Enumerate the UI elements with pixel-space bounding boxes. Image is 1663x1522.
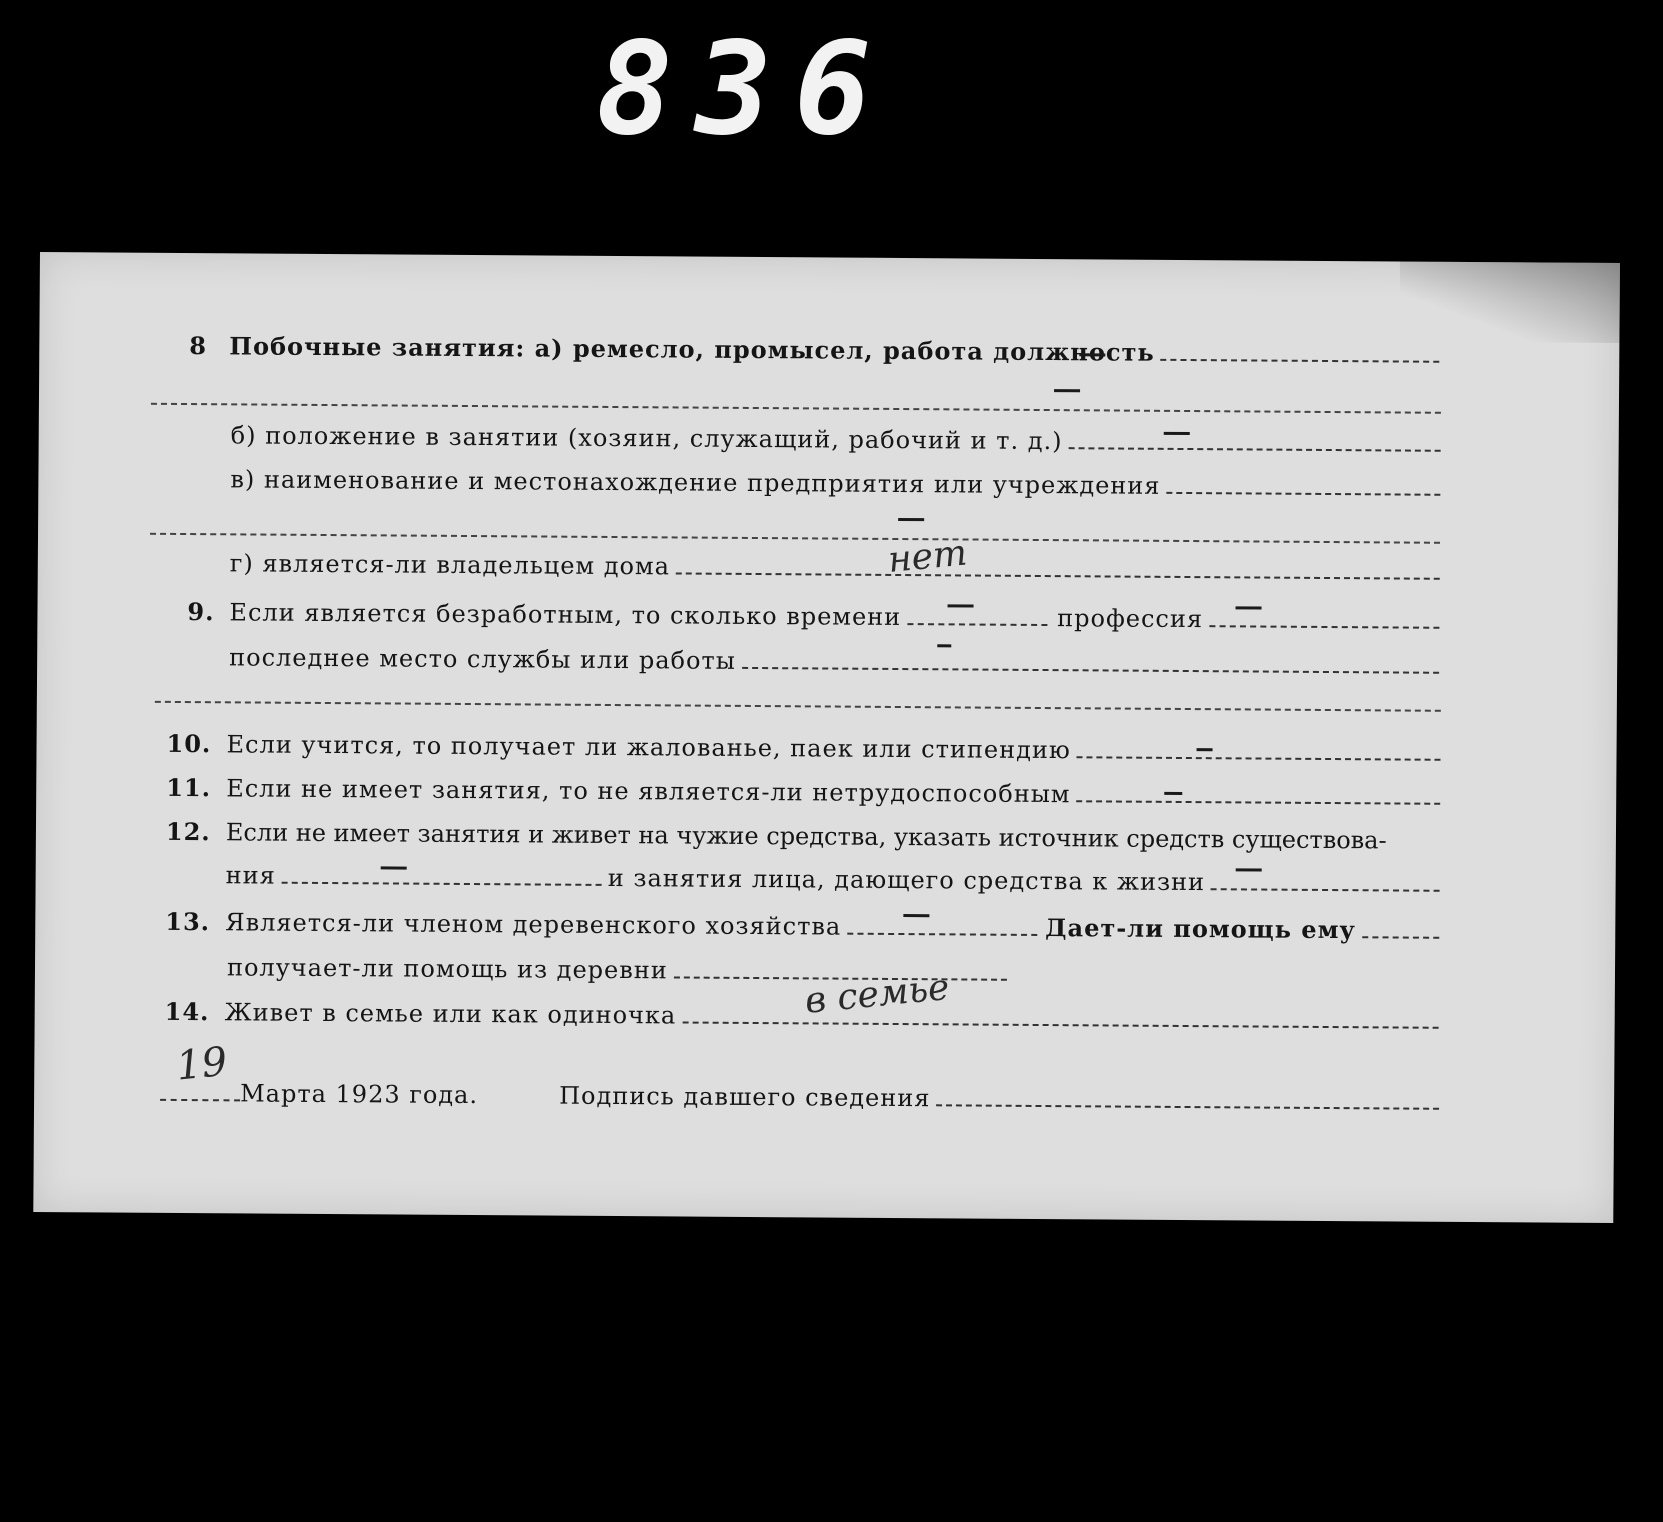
signature-label: Подпись давшего сведения — [559, 1081, 931, 1113]
dash-answer — [1079, 353, 1105, 356]
item-text: в) наименование и местонахождение предприятия или учреждения — [230, 465, 1161, 500]
item-text: г) является-ли владельцем дома — [229, 549, 671, 581]
item-text: Живет в семье или как одиночка — [224, 998, 677, 1030]
answer-line[interactable] — [1077, 756, 1441, 761]
item-text: Побочные занятия: а) ремесло, промысел, работа должность — [229, 331, 1155, 367]
item-14 — [165, 997, 1439, 1035]
item-number: 8 — [189, 331, 208, 361]
item-8b — [231, 421, 1441, 457]
item-10 — [166, 729, 1440, 767]
item-number: 12. — [165, 816, 211, 847]
dash-answer — [948, 604, 974, 607]
dash-answer — [1197, 748, 1213, 751]
dash-answer — [1164, 792, 1182, 795]
handwritten-answer: в семье — [803, 966, 952, 1022]
item-text: б) положение в занятии (хозяин, служащий, рабочий и т. д.) — [230, 421, 1063, 456]
answer-line[interactable] — [1211, 888, 1440, 892]
item-9 — [187, 597, 1439, 635]
answer-line[interactable] — [742, 667, 1439, 674]
item-11 — [166, 773, 1440, 811]
answer-line[interactable] — [1161, 359, 1440, 363]
item-text-2: и занятия лица, дающего средства к жизни — [607, 863, 1206, 897]
answer-line[interactable] — [1209, 625, 1439, 629]
answer-line[interactable] — [282, 882, 602, 886]
answer-line[interactable] — [676, 572, 1440, 579]
answer-line[interactable] — [682, 1022, 1438, 1029]
dash-answer — [381, 866, 407, 869]
item-12-cont — [226, 861, 1440, 897]
item-text: Если не имеет занятия, то не является-ли нетрудоспособным — [226, 774, 1071, 809]
dash-answer — [1236, 868, 1262, 871]
handwritten-answer: нет — [886, 532, 969, 581]
answer-line[interactable] — [1362, 936, 1439, 939]
item-8v — [230, 465, 1440, 501]
item-13 — [165, 907, 1439, 945]
dash-answer — [898, 518, 924, 521]
item-12 — [166, 817, 1440, 855]
item-number: 11. — [166, 772, 212, 803]
signature-line[interactable] — [936, 1104, 1439, 1110]
dash-answer — [1054, 389, 1080, 392]
census-form-card — [33, 252, 1620, 1223]
item-number: 13. — [165, 906, 211, 937]
dash-answer — [1164, 432, 1190, 435]
blank-rule — [150, 533, 1440, 544]
item-number: 14. — [164, 996, 210, 1027]
item-text: Если учится, то получает ли жалованье, паек или стипендию — [226, 730, 1071, 765]
dash-answer — [1236, 606, 1262, 609]
dash-answer — [903, 914, 929, 917]
item-text-2: профессия — [1057, 604, 1204, 634]
answer-line[interactable] — [1166, 492, 1440, 496]
item-text: Является-ли членом деревенского хозяйства — [225, 908, 842, 941]
item-8g — [230, 549, 1440, 585]
day-line[interactable] — [160, 1099, 240, 1102]
blank-rule — [155, 701, 1441, 712]
answer-line[interactable] — [847, 933, 1037, 936]
item-text: Если не имеет занятия и живет на чужие средства, указать источник средств существова- — [225, 818, 1387, 855]
item-text: последнее место службы или работы — [229, 643, 736, 675]
item-8a — [189, 331, 1439, 369]
handwritten-day: 19 — [174, 1038, 230, 1090]
dash-answer — [937, 644, 951, 647]
answer-line[interactable] — [1068, 447, 1440, 452]
item-number: 10. — [166, 728, 212, 759]
answer-line[interactable] — [907, 623, 1047, 626]
item-text: получает-ли помощь из деревни — [226, 953, 668, 985]
footer-signature — [559, 1082, 1439, 1116]
date-text: Марта 1923 года. — [240, 1079, 479, 1110]
frame-number: 836 — [596, 15, 894, 164]
item-9-last-job — [229, 643, 1439, 679]
item-text: ния — [225, 861, 276, 890]
item-text-2: Дает-ли помощь ему — [1045, 913, 1356, 945]
item-number: 9. — [187, 597, 215, 627]
blank-rule — [151, 403, 1441, 414]
item-text: Если является безработным, то сколько времени — [229, 598, 902, 632]
answer-line[interactable] — [1076, 800, 1440, 805]
